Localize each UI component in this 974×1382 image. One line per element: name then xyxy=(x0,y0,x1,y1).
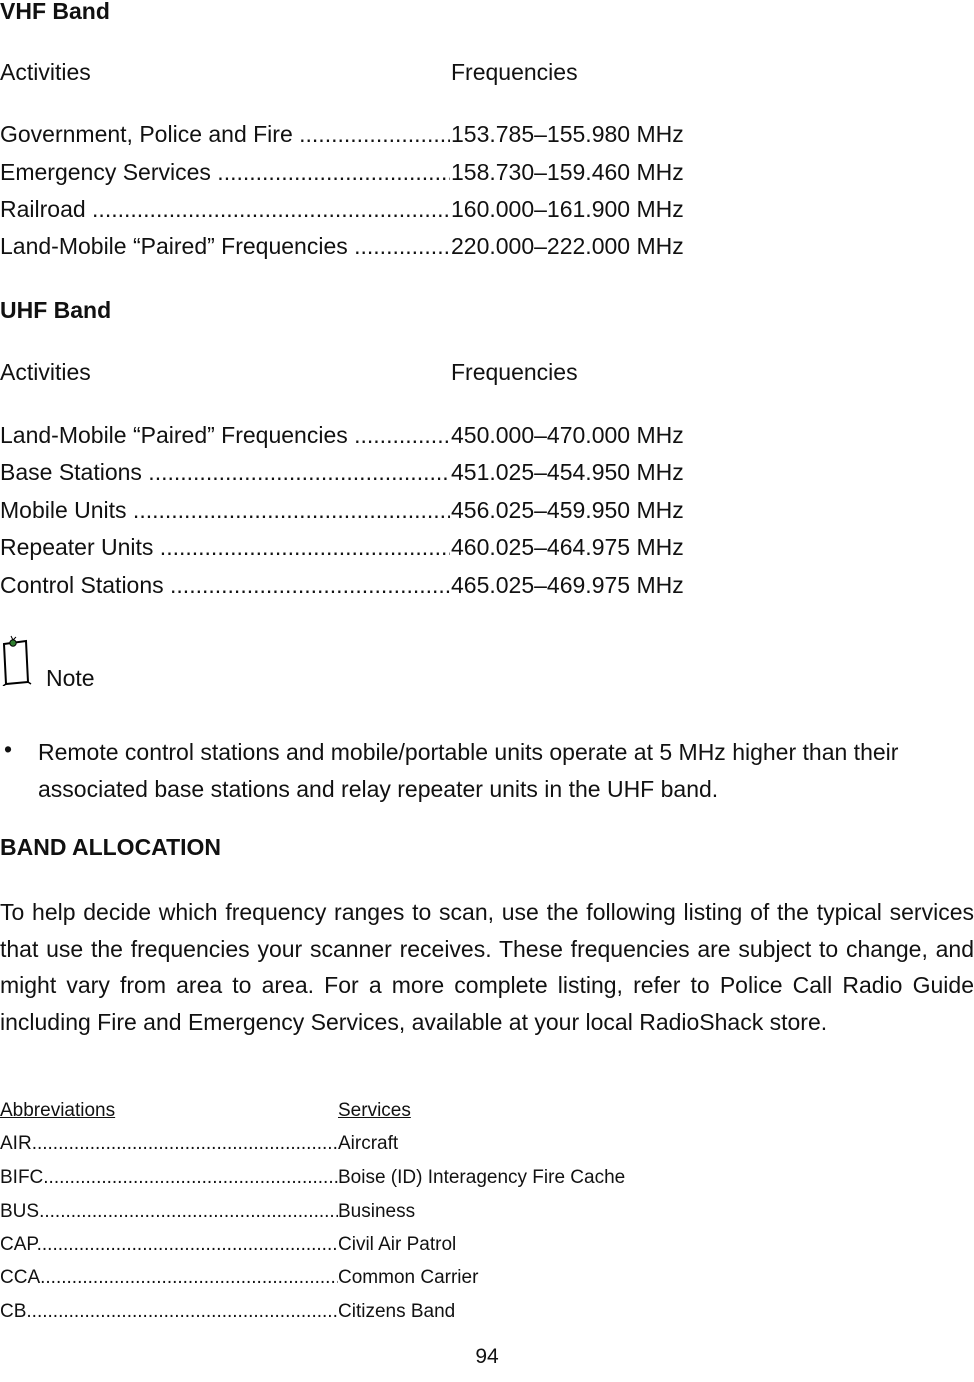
abbreviations-col-header: Abbreviations xyxy=(0,1100,116,1121)
uhf-heading: UHF Band xyxy=(0,297,112,323)
note-label: Note xyxy=(46,665,95,691)
activity-label: Railroad ..... xyxy=(0,196,450,223)
vhf-heading: VHF Band xyxy=(0,0,110,24)
abbreviation-code: CAP ..... xyxy=(0,1234,338,1256)
frequency-value: 153.785–155.980 MHz xyxy=(451,121,684,147)
vhf-col-frequencies: Frequencies xyxy=(451,59,578,85)
activity-label: Base Stations ..... xyxy=(0,459,450,486)
services-col-header: Services xyxy=(338,1100,411,1121)
activity-label: Land-Mobile “Paired” Frequencies ..... xyxy=(0,233,450,260)
service-name: Citizens Band xyxy=(338,1301,456,1322)
frequency-value: 220.000–222.000 MHz xyxy=(451,233,684,259)
service-name: Common Carrier xyxy=(338,1267,479,1288)
note-text: Remote control stations and mobile/portable units operate at 5 MHz higher than their associated base stations and relay repeater units in the UHF band. xyxy=(38,739,899,802)
frequency-value: 451.025–454.950 MHz xyxy=(451,459,684,485)
page-number: 94 xyxy=(475,1345,499,1368)
service-name: Boise (ID) Interagency Fire Cache xyxy=(338,1167,626,1188)
abbreviation-code: CCA ..... xyxy=(0,1267,338,1289)
abbreviation-code: AIR ..... xyxy=(0,1133,338,1155)
frequency-value: 160.000–161.900 MHz xyxy=(451,196,684,222)
uhf-col-activities: Activities xyxy=(0,359,91,385)
frequency-value: 158.730–159.460 MHz xyxy=(451,159,684,185)
note-bullet: • xyxy=(4,736,13,762)
abbreviation-code: BIFC ..... xyxy=(0,1167,338,1189)
activity-label: Repeater Units ..... xyxy=(0,534,450,561)
uhf-col-frequencies: Frequencies xyxy=(451,359,578,385)
band-allocation-paragraph: To help decide which frequency ranges to scan, use the following listing of the typical services that use the frequencies your scanner receives. These frequencies are subject to change, and might vary from area to area. For a more complete listing, refer to Police Call Radio Guide including Fire and Emergency Services, available at your local RadioShack store. xyxy=(0,899,974,1035)
frequency-value: 456.025–459.950 MHz xyxy=(451,497,684,523)
service-name: Civil Air Patrol xyxy=(338,1234,457,1255)
activity-label: Control Stations ..... xyxy=(0,572,450,599)
frequency-value: 460.025–464.975 MHz xyxy=(451,534,684,560)
activity-label: Land-Mobile “Paired” Frequencies ..... xyxy=(0,422,450,449)
note-icon xyxy=(0,634,36,686)
service-name: Business xyxy=(338,1201,416,1222)
abbreviation-code: CB ..... xyxy=(0,1301,338,1323)
vhf-col-activities: Activities xyxy=(0,59,91,85)
activity-label: Emergency Services ..... xyxy=(0,159,450,186)
frequency-value: 465.025–469.975 MHz xyxy=(451,572,684,598)
service-name: Aircraft xyxy=(338,1133,399,1154)
activity-label: Government, Police and Fire ..... xyxy=(0,121,450,148)
activity-label: Mobile Units ..... xyxy=(0,497,450,524)
band-allocation-heading: BAND ALLOCATION xyxy=(0,834,222,860)
frequency-value: 450.000–470.000 MHz xyxy=(451,422,684,448)
abbreviation-code: BUS ..... xyxy=(0,1201,338,1223)
